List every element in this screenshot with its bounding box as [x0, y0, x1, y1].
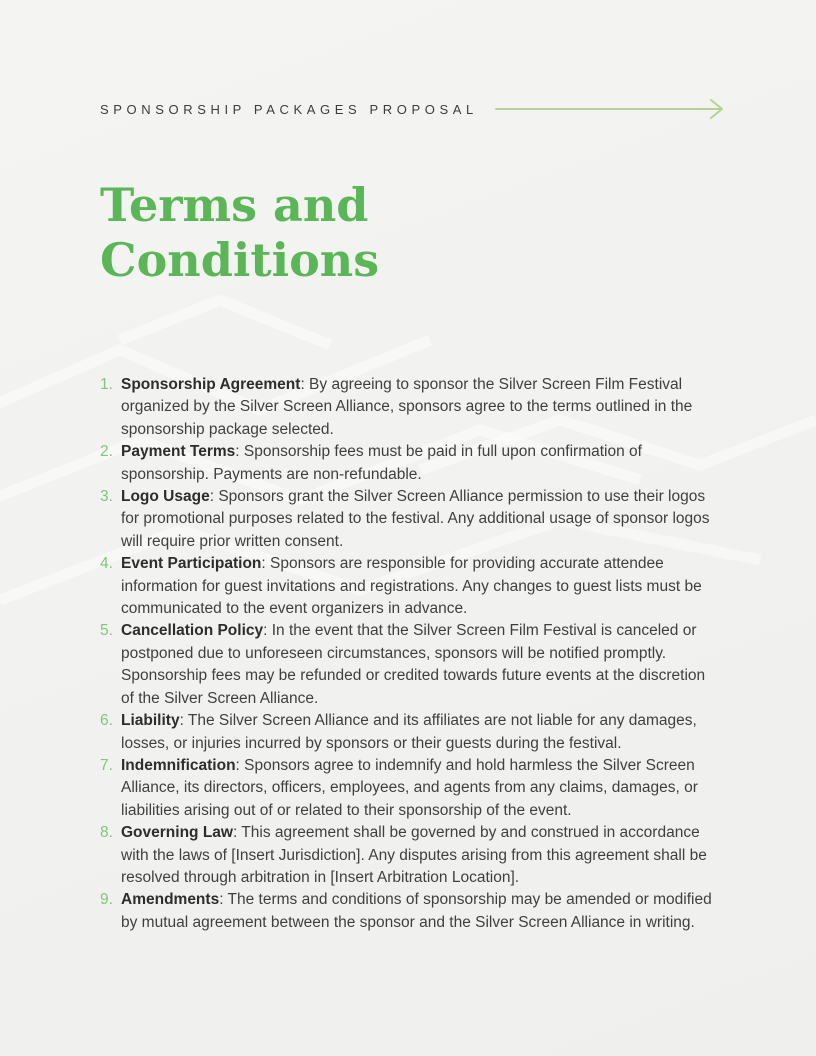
page-title: Terms and Conditions [100, 178, 380, 287]
kicker-label: SPONSORSHIP PACKAGES PROPOSAL [100, 101, 478, 117]
term-item-4 [100, 553, 714, 620]
term-body: : The terms and conditions of sponsorship may be amended or modified by mutual agreement between the sponsor and the Silver Screen Alliance in writing. [121, 891, 712, 931]
term-label: Liability [121, 712, 180, 730]
term-body: : Sponsors agree to indemnify and hold harmless the Silver Screen Alliance, its directors, officers, employees, and agents from any claims, damages, or liabilities arising out of or related to their sponsorship of the event. [121, 756, 698, 819]
term-body: : By agreeing to sponsor the Silver Screen Film Festival organized by the Silver Screen Alliance, sponsors agree to the terms outlined in the sponsorship package selected. [121, 376, 693, 438]
term-label: Amendments [121, 891, 220, 909]
term-item-1 [100, 374, 714, 441]
term-body: : This agreement shall be governed by and construed in accordance with the laws of [Insert Jurisdiction]. Any disputes arising from this agreement shall be resolved through arbitration in [Insert Arbitration Location]. [121, 824, 707, 886]
term-item-7 [100, 755, 714, 822]
term-label: Governing Law [121, 824, 233, 842]
term-body: : Sponsorship fees must be paid in full upon confirmation of sponsorship. Payments are non-refundable. [121, 443, 642, 483]
term-label: Event Participation [121, 555, 262, 573]
term-item-2 [100, 441, 714, 486]
term-item-8 [100, 822, 714, 889]
term-body: : Sponsors grant the Silver Screen Alliance permission to use their logos for promotional purposes related to the festival. Any additional usage of sponsor logos will require prior written consent. [121, 488, 710, 550]
term-label: Cancellation Policy [121, 622, 264, 640]
arrow-right-icon [494, 96, 726, 122]
term-label: Indemnification [121, 756, 236, 774]
term-item-3 [100, 486, 714, 553]
term-body: : In the event that the Silver Screen Film Festival is canceled or postponed due to unforeseen circumstances, sponsors will be notified promptly. Sponsorship fees may be refunded or credited towards future events at the discretion of the Silver Screen Alliance. [121, 622, 706, 707]
term-label: Logo Usage [121, 488, 210, 506]
terms-list [100, 374, 714, 934]
term-body: : The Silver Screen Alliance and its affiliates are not liable for any damages, losses, or injuries incurred by sponsors or their guests during the festival. [121, 712, 697, 752]
term-body: : Sponsors are responsible for providing accurate attendee information for guest invitations and registrations. Any changes to guest lists must be communicated to the event organizers in advance. [121, 555, 702, 618]
term-label: Payment Terms [121, 443, 236, 461]
term-item-5 [100, 620, 714, 710]
page-header [100, 96, 716, 122]
term-label: Sponsorship Agreement [121, 376, 301, 393]
term-item-9 [100, 889, 714, 934]
term-item-6 [100, 710, 714, 755]
